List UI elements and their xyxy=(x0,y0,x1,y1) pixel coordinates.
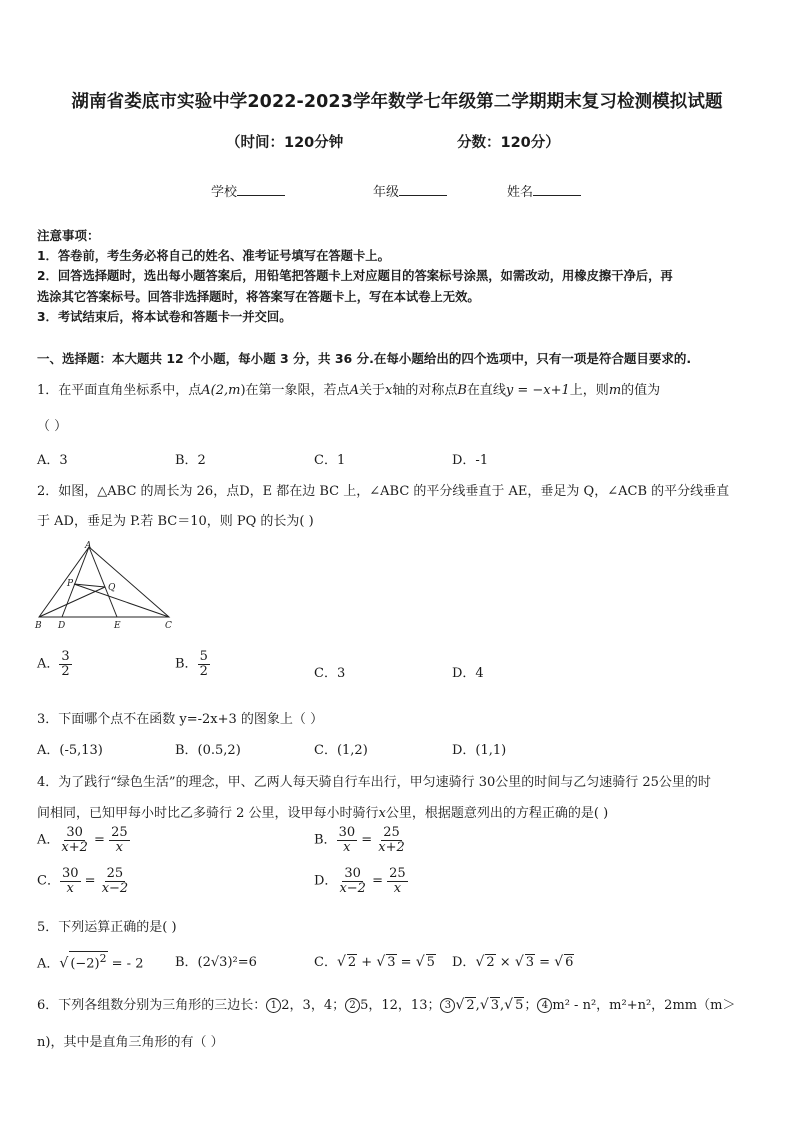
q4-text-a: 间相同，已知甲每小时比乙多骑行 2 公里，设甲每小时骑行 xyxy=(37,806,379,821)
time-info: （时间：120分钟 xyxy=(226,135,344,151)
q5-d-c: 6 xyxy=(565,955,574,970)
q5-option-a[interactable] xyxy=(37,951,143,971)
q6-g3-a: 2 xyxy=(466,998,475,1013)
q6-comma-2: , xyxy=(500,998,505,1013)
q6-group-4: m² - n²，m²+n²，2mm（m＞ xyxy=(552,998,736,1013)
question-3: 3．下面哪个点不在函数 y=-2x+3 的图象上（ ） xyxy=(37,712,324,727)
q4-d-ld: x−2 xyxy=(339,880,366,896)
q4-d-ln: 30 xyxy=(344,866,361,881)
q2-option-b-label: B． xyxy=(175,656,198,672)
q5-a-rad: (−2) xyxy=(70,956,100,972)
q4-d-right xyxy=(387,867,408,895)
q3-option-b[interactable]: B．(0.5,2) xyxy=(175,743,241,758)
q1-text-2: )在第一象限，若点 xyxy=(240,383,350,398)
q6-g3-c: 5 xyxy=(515,998,524,1013)
q1-var-b: B xyxy=(457,383,467,398)
note-2: 2．回答选择题时，选出每小题答案后，用铅笔把答题卡上对应题目的答案标号涂黑，如需改动，用橡皮擦干净后，再 xyxy=(37,269,673,283)
q1-text-7: 的值为 xyxy=(621,383,661,398)
sqrt-icon: √ xyxy=(415,954,425,970)
q5-d-b: 3 xyxy=(525,955,535,970)
q1-text-4: 轴的对称点 xyxy=(392,383,458,398)
q4-c-ln: 30 xyxy=(61,866,79,881)
q2-option-a-label: A． xyxy=(37,656,60,672)
q5-a-sup: 2 xyxy=(99,952,107,965)
circled-2-icon: 2 xyxy=(345,998,360,1013)
q2-a-num: 3 xyxy=(61,649,70,664)
q2-option-a-frac xyxy=(59,650,71,678)
q2-a-den: 2 xyxy=(61,663,70,679)
q5-a-rest: = - 2 xyxy=(107,956,144,972)
name-field[interactable] xyxy=(507,181,581,200)
q6-g3-b: 3 xyxy=(490,998,500,1013)
q1-text-3: 关于 xyxy=(358,383,385,398)
notes-heading: 注意事项： xyxy=(37,228,100,243)
label-p: P xyxy=(67,579,74,589)
q2-triangle-figure xyxy=(32,540,182,632)
circled-4-icon: 4 xyxy=(537,998,552,1013)
label-b: B xyxy=(35,621,42,631)
q2-b-num: 5 xyxy=(199,649,208,664)
q4-c-right xyxy=(100,867,131,895)
sqrt-icon: √ xyxy=(475,954,485,970)
question-6-line-1 xyxy=(37,994,735,1013)
q5-d-a: 2 xyxy=(486,955,495,970)
circled-1-icon: 1 xyxy=(266,998,281,1013)
q4-d-eq: = xyxy=(372,873,383,889)
label-c: C xyxy=(165,621,172,631)
label-q: Q xyxy=(108,583,116,593)
q4-option-b[interactable] xyxy=(314,826,407,854)
q1-text-1: 1．在平面直角坐标系中，点 xyxy=(37,383,202,398)
q4-a-ln: 30 xyxy=(66,825,83,840)
note-2-cont: 选涂其它答案标号。回答非选择题时，将答案写在答题卡上，写在本试卷上无效。 xyxy=(37,290,480,304)
q4-b-ld: x xyxy=(343,839,351,855)
q4-c-rd: x−2 xyxy=(101,880,129,896)
q4-d-rd: x xyxy=(393,880,402,896)
q5-option-b[interactable]: B．(2√3)²=6 xyxy=(175,955,257,970)
q5-option-d[interactable] xyxy=(452,951,574,970)
q5-c-plus: + xyxy=(357,955,377,970)
q6-group-1: 2，3，4； xyxy=(281,998,346,1013)
q5-option-c[interactable] xyxy=(314,951,436,970)
question-1 xyxy=(37,379,660,398)
question-2-line-2: 于 AD，垂足为 P.若 BC＝10，则 PQ 的长为( ) xyxy=(37,514,314,529)
name-blank[interactable] xyxy=(533,183,581,196)
label-e: E xyxy=(114,621,121,631)
q4-option-a[interactable] xyxy=(37,826,130,854)
q4-var-x: x xyxy=(378,806,386,821)
q4-a-label: A． xyxy=(37,832,60,848)
q4-c-eq: = xyxy=(84,873,96,889)
school-blank[interactable] xyxy=(237,183,285,196)
q4-d-label: D． xyxy=(314,873,338,889)
question-2-line-1: 2．如图，△ABC 的周长为 26，点D，E 都在边 BC 上，∠ABC 的平分线垂直于 AE，垂足为 Q，∠ACB 的平分线垂直 xyxy=(37,484,730,499)
name-label: 姓名 xyxy=(507,185,534,200)
bisector-cp xyxy=(74,584,169,617)
q4-c-label: C． xyxy=(37,873,60,889)
sqrt-icon: √ xyxy=(455,997,465,1013)
label-d: D xyxy=(58,621,66,631)
q3-option-c[interactable]: C．(1,2) xyxy=(314,743,368,758)
q4-a-eq: = xyxy=(94,832,105,848)
q6-semicolon: ； xyxy=(524,998,538,1013)
q1-point-a: A(2, xyxy=(201,383,229,398)
question-6-line-2: n)，其中是直角三角形的有（ ） xyxy=(37,1035,224,1050)
q4-b-rd: x+2 xyxy=(378,839,405,855)
school-label: 学校 xyxy=(211,185,238,200)
q4-b-rn: 25 xyxy=(383,825,400,840)
q1-var-a: A xyxy=(349,383,359,398)
q5-c-c: 5 xyxy=(426,955,435,970)
q4-c-rn: 25 xyxy=(106,866,124,881)
q5-d-label: D． xyxy=(452,955,476,970)
q5-d-eq: = xyxy=(535,955,555,970)
q5-c-label: C． xyxy=(314,955,337,970)
sqrt-icon: √ xyxy=(514,954,524,970)
q5-a-label: A． xyxy=(37,956,60,972)
q2-option-d[interactable]: D．4 xyxy=(452,666,484,681)
q3-option-d[interactable]: D．(1,1) xyxy=(452,743,507,758)
q4-option-d[interactable] xyxy=(314,867,408,895)
triangle-abc xyxy=(39,547,169,617)
q1-text-5: 在直线 xyxy=(466,383,506,398)
q1-var-m: m xyxy=(228,383,241,398)
q2-option-c[interactable]: C．3 xyxy=(314,666,346,681)
q4-a-rd: x xyxy=(115,839,124,855)
score-info: 分数：120分） xyxy=(457,135,560,151)
sqrt-icon: √ xyxy=(504,997,514,1013)
q5-c-eq: = xyxy=(396,955,416,970)
circled-3-icon: 3 xyxy=(440,998,455,1013)
q2-option-b[interactable] xyxy=(175,650,210,678)
q5-c-a: 2 xyxy=(347,955,357,970)
q1-option-b[interactable]: B．2 xyxy=(175,453,206,468)
question-5: 5．下列运算正确的是( ) xyxy=(37,920,177,935)
q4-a-rn: 25 xyxy=(111,825,128,840)
grade-blank[interactable] xyxy=(399,183,447,196)
q6-comma-1: , xyxy=(475,998,480,1013)
q1-answer-paren: （ ） xyxy=(37,419,68,434)
q6-text: 6．下列各组数分别为三角形的三边长： xyxy=(37,998,267,1013)
q1-text-6: 上，则 xyxy=(569,383,609,398)
grade-field[interactable] xyxy=(373,181,447,200)
q6-group-2: 5，12，13； xyxy=(360,998,441,1013)
q1-var-m2: m xyxy=(608,383,622,398)
q2-option-a[interactable] xyxy=(37,650,72,678)
q4-b-label: B． xyxy=(314,832,337,848)
grade-label: 年级 xyxy=(373,185,400,200)
note-3: 3．考试结束后，将本试卷和答题卡一并交回。 xyxy=(37,310,292,324)
school-field[interactable] xyxy=(211,181,285,200)
question-4-line-1: 4．为了践行“绿色生活”的理念，甲、乙两人每天骑自行车出行，甲匀速骑行 30公里的时间与乙匀速骑行 25公里的时 xyxy=(37,775,711,790)
q4-c-left xyxy=(60,867,81,895)
q4-text-b: 公里，根据题意列出的方程正确的是( ) xyxy=(385,806,609,821)
q4-option-c[interactable] xyxy=(37,867,130,895)
q1-option-c[interactable]: C．1 xyxy=(314,453,346,468)
sqrt-icon: √ xyxy=(554,954,564,970)
q5-c-b: 3 xyxy=(387,955,396,970)
sqrt-icon: √ xyxy=(59,955,69,972)
q4-a-left xyxy=(59,826,90,854)
q3-option-a[interactable]: A．(-5,13) xyxy=(37,743,103,758)
sqrt-icon: √ xyxy=(479,997,489,1013)
q4-a-right xyxy=(109,826,130,854)
q2-b-den: 2 xyxy=(199,663,208,679)
sqrt-icon: √ xyxy=(336,954,346,970)
q1-option-d[interactable]: D．-1 xyxy=(452,453,489,468)
q5-d-times: × xyxy=(495,955,515,970)
q4-b-ln: 30 xyxy=(338,825,356,840)
section-1-heading: 一、选择题：本大题共 12 个小题，每小题 3 分，共 36 分.在每小题给出的四个选项中，只有一项是符合题目要求的. xyxy=(37,351,692,366)
q1-var-x: x xyxy=(384,383,393,398)
segment-ae xyxy=(89,547,117,617)
q1-option-a[interactable]: A．3 xyxy=(37,453,68,468)
q4-b-left xyxy=(337,826,358,854)
q1-line-eq: y = −x+1 xyxy=(505,383,570,398)
q4-b-right xyxy=(376,826,407,854)
q4-d-left xyxy=(337,867,368,895)
q4-c-ld: x xyxy=(66,880,74,896)
q4-d-rn: 25 xyxy=(389,866,406,881)
q2-option-b-frac xyxy=(198,650,210,678)
note-1: 1．答卷前，考生务必将自己的姓名、准考证号填写在答题卡上。 xyxy=(37,249,390,263)
label-a: A xyxy=(85,541,92,551)
q5-a-radicand xyxy=(69,951,107,971)
page-title: 湖南省娄底市实验中学2022-2023学年数学七年级第二学期期末复习检测模拟试题 xyxy=(71,92,723,112)
sqrt-icon: √ xyxy=(376,954,386,970)
q4-a-ld: x+2 xyxy=(61,839,88,855)
question-4-line-2 xyxy=(37,802,608,821)
q4-b-eq: = xyxy=(361,832,373,848)
